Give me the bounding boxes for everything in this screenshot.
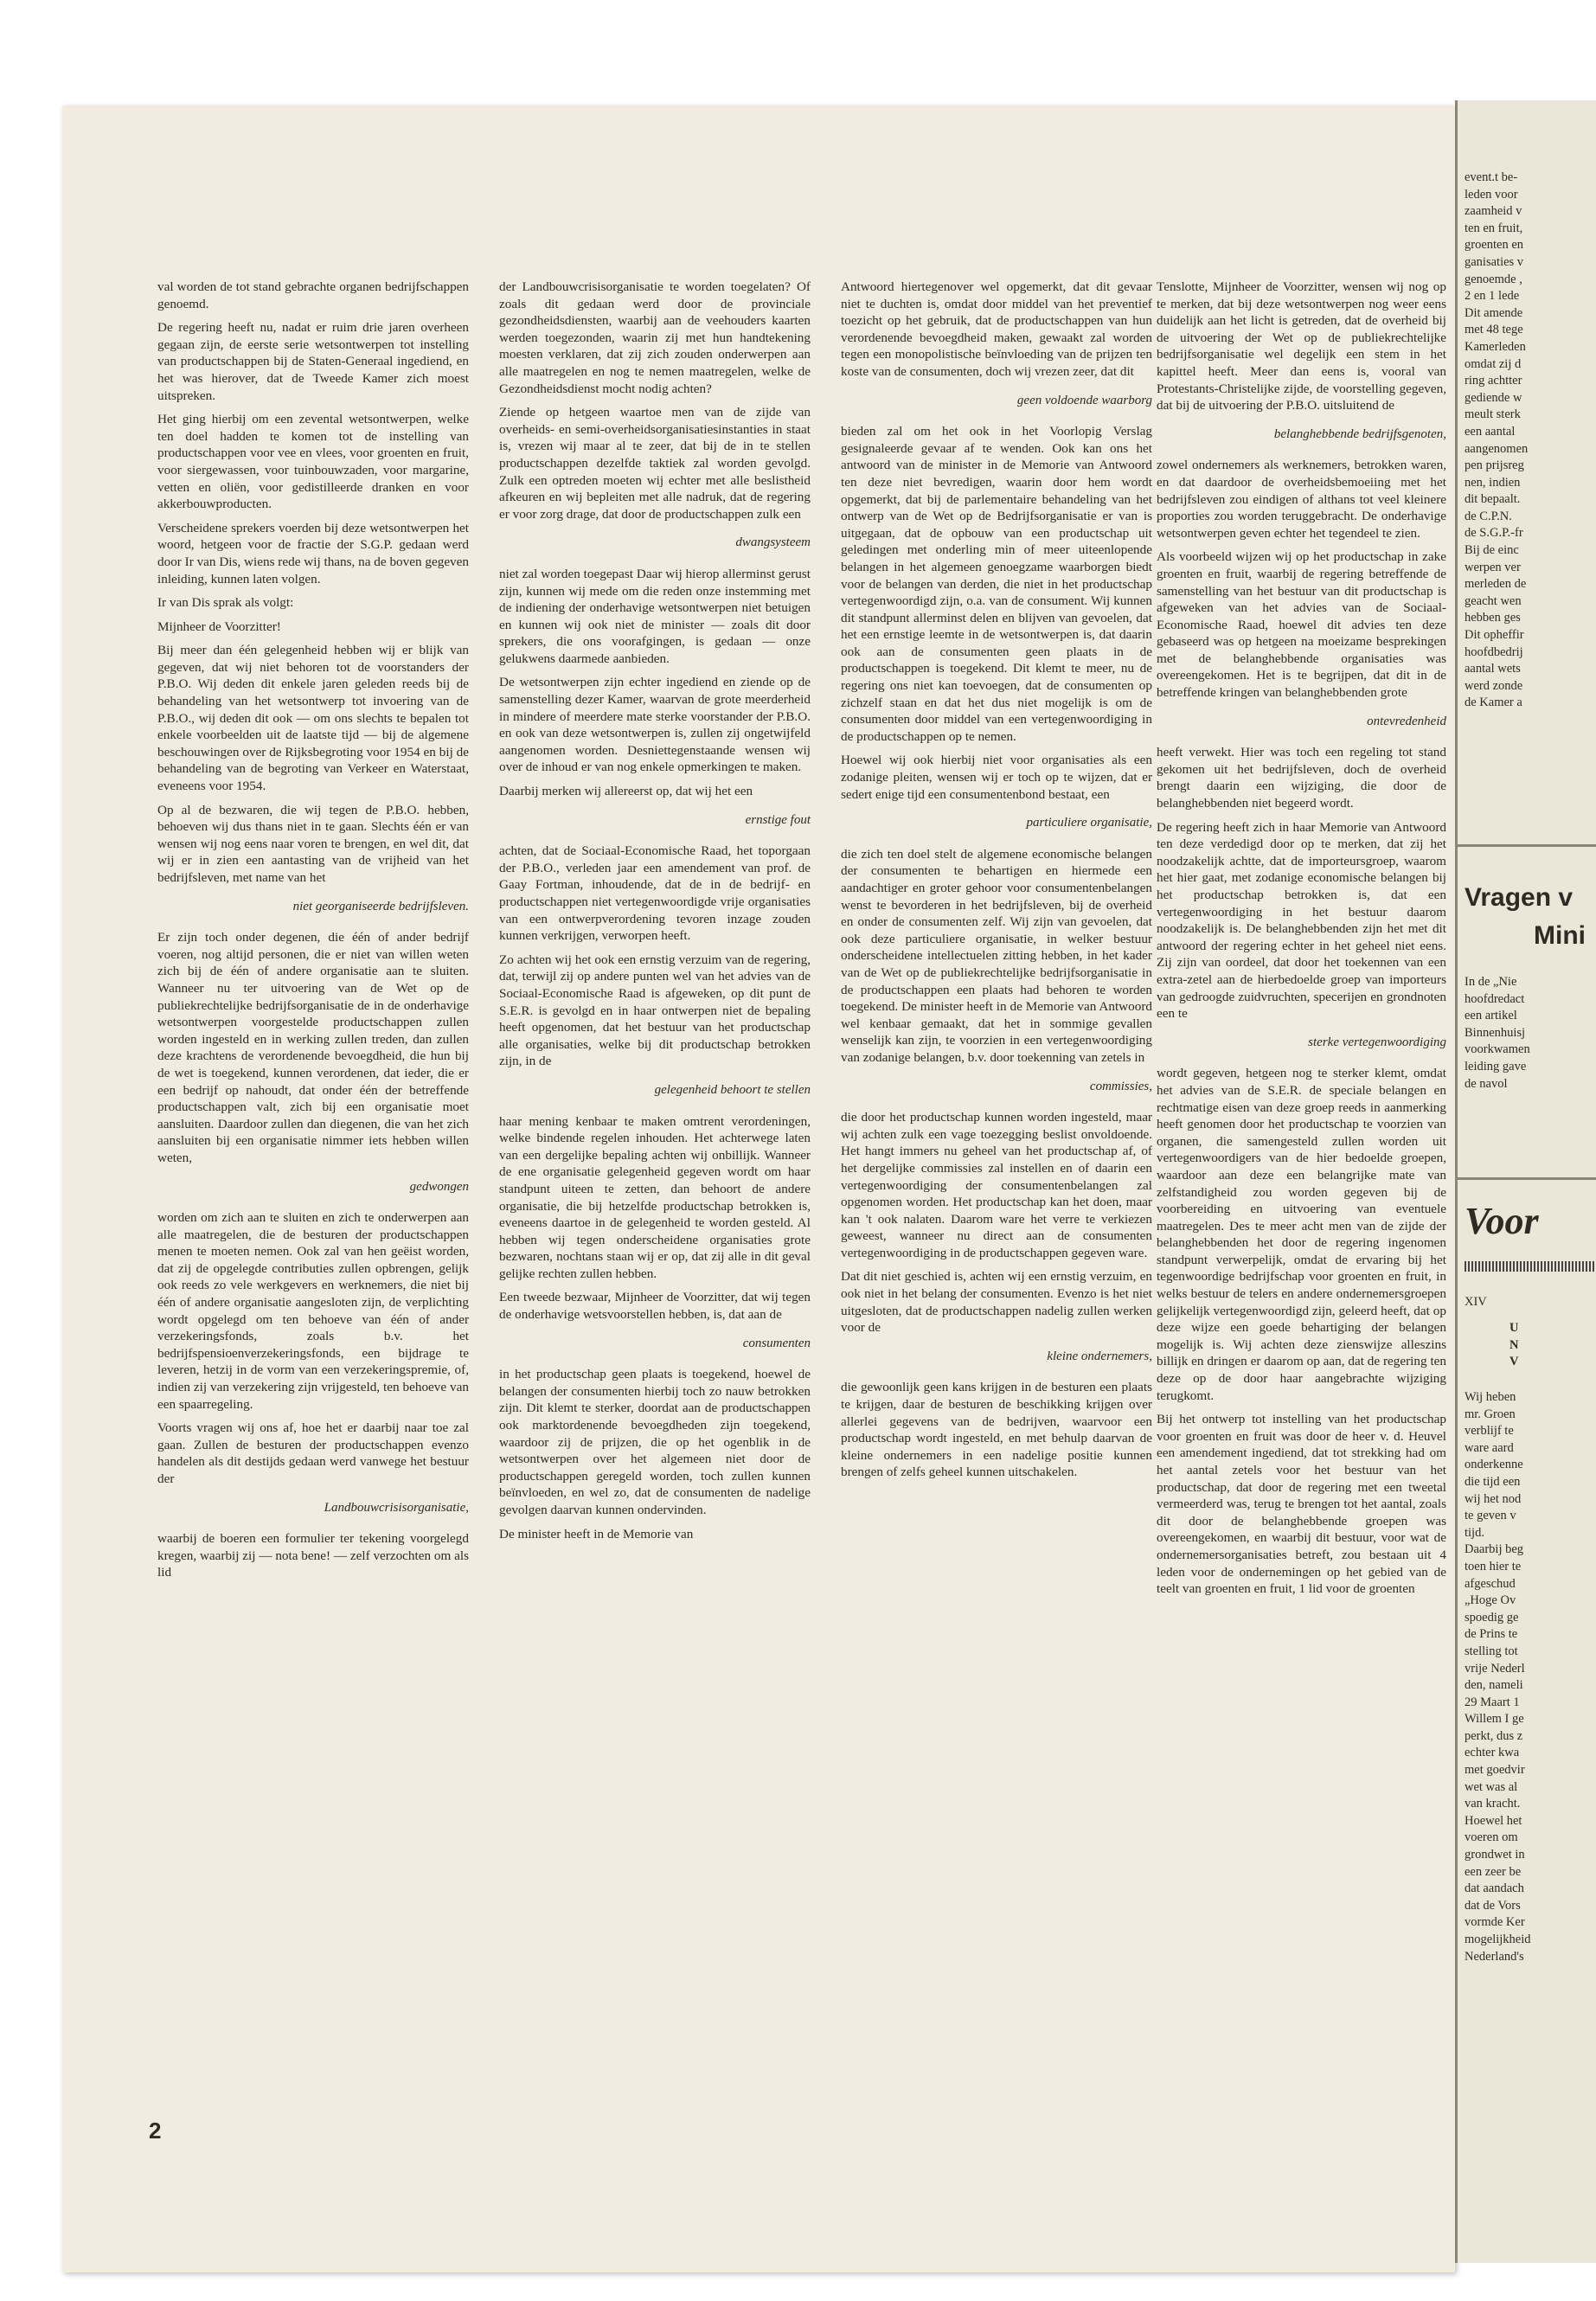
subheading: dwangsysteem <box>735 535 811 550</box>
paragraph: Zo achten wij het ook een ernstig verzuim van de regering, dat, terwijl zij op andere punten wel van het advies van de Sociaal-Economische Raad is afgeweken, op dit punt de S.E.R. is gevolgd en in haar ontwerpen niet de bepaling heeft opgenomen, dat het bestuur van het productschap alle organisaties, welke bij dit productschap betrokken zijn, in de <box>499 952 811 1069</box>
text-column-1 <box>157 279 469 1588</box>
text-line: de Kamer a <box>1465 695 1522 710</box>
paragraph: zowel ondernemers als werknemers, betrokken waren, en dat daardoor de overheidsbemoeiing met het bedrijfsleven zou eindigen of althans tot veel kleinere proporties zou worden teruggebracht. De onderhavige wetsontwerpen geven echter het tegendeel te zien. <box>1157 458 1446 541</box>
text-line: gediende w <box>1465 390 1522 405</box>
text-line: Kamerleden <box>1465 339 1526 354</box>
text-line: nen, indien <box>1465 475 1521 490</box>
text-line: die tijd een <box>1465 1474 1521 1489</box>
subheading: geen voldoende waarborg <box>1016 393 1152 407</box>
subheading: Landbouwcrisisorganisatie, <box>324 1500 469 1515</box>
headline-line-1: Vragen v <box>1465 883 1574 912</box>
text-line: genoemde , <box>1465 272 1522 286</box>
text-line: merleden de <box>1465 577 1527 592</box>
paragraph: Op al de bezwaren, die wij tegen de P.B.O. hebben, behoeven wij dus thans niet in te gaan. Slechts één er van wensen wij nog eens naar voren te brengen, en wel dit, dat wij er in zien een aantasting van de vrijheid van het bedrijfsleven, met name van het <box>157 802 469 885</box>
section-number: XIV <box>1465 1295 1487 1309</box>
headline-line-2: Mini <box>1534 921 1586 950</box>
text-line: N <box>1509 1337 1519 1352</box>
text-line: onderkenne <box>1465 1458 1523 1472</box>
text-line: ten en fruit, <box>1465 221 1523 235</box>
paragraph: Voorts vragen wij ons af, hoe het er daarbij naar toe zal gaan. Zullen de besturen der productschappen evenzo handelen als dit destijds gedaan werd vanwege het bestuur der <box>157 1420 469 1486</box>
paragraph: Antwoord hiertegenover wel opgemerkt, dat dit gevaar niet te duchten is, omdat door middel van het preventief toezicht op het gebruik, dat de productschappen van hun verordenende bevoegdheid maken, gewaakt zal worden tegen een monopolistische beïnvloeding van de prijzen ten koste van de consumenten, doch wij vrezen zeer, dat dit <box>841 279 1152 379</box>
text-line: Willem I ge <box>1465 1712 1524 1727</box>
right-page-headline <box>1465 879 1586 955</box>
text-line: omdat zij d <box>1465 356 1522 371</box>
paragraph: Een tweede bezwaar, Mijnheer de Voorzitter, dat wij tegen de onderhavige wetsvoorstellen hebben, is, dat aan de <box>499 1290 811 1323</box>
paragraph: achten, dat de Sociaal-Economische Raad, het toporgaan der P.B.O., verleden jaar een amendement van prof. de Gaay Fortman, inhoudende, dat de in de bedrijf- en productschappen niet vertegenwoordigde vrije organisaties van een ontwerpverordening tevoren inzage zouden kunnen verkrijgen, verworpen heeft. <box>499 843 811 944</box>
section-side-text <box>1509 1320 1596 1371</box>
text-line: de navol <box>1465 1076 1508 1091</box>
paragraph: Er zijn toch onder degenen, die één of ander bedrijf voeren, nog altijd personen, die er niet van willen weten zich bij de één of andere organisatie aan te sluiten. Wanneer nu ter uitvoering van de Wet op de publiekrechtelijke bedrijfsorganisatie de in de onderhavige wetsontwerpen voorgestelde productschappen zullen worden ingesteld en in werking zullen treden, dan zullen deze krachtens de verordenende bevoegdheid, die hun bij de wet is toegekend, kunnen verordenen, dat ieder, die er een bedrijf op nahoudt, dat onder één der betreffende productschappen valt, zich bij een organisatie moet aansluiten. Daardoor zullen dan diegenen, die van het zich aansluiten bij een organisatie nimmer iets hebben willen weten, <box>157 930 469 1165</box>
voor-heading: Voor <box>1465 1200 1539 1242</box>
paragraph: Verscheidene sprekers voerden bij deze wetsontwerpen het woord, hetgeen voor de fractie der S.G.P. gedaan werd door Ir van Dis, wiens rede wij thans, na de boven gegeven inleiding, kunnen laten volgen. <box>157 520 469 586</box>
text-line: dat de Vors <box>1465 1898 1521 1913</box>
text-line: meult sterk <box>1465 407 1521 422</box>
paragraph: Tenslotte, Mijnheer de Voorzitter, wensen wij nog op te merken, dat bij deze wetsontwerpen nog weer eens duidelijk aan het licht is getreden, dat de overheid bij de uitvoering der Wet op de publiekrechtelijke bedrijfsorganisatie wel degelijk een stem in het kapittel heeft. Meer dan eens is, vooral van Protestants-Christelijke zijde, de voorstelling gegeven, dat bij de uitvoering der P.B.O. uitsluitend de <box>1157 279 1446 413</box>
text-line: een artikel <box>1465 1009 1517 1023</box>
text-line: van kracht. <box>1465 1797 1521 1811</box>
text-line: met 48 tege <box>1465 323 1523 337</box>
decorative-bar <box>1465 1261 1594 1272</box>
text-line: 2 en 1 lede <box>1465 289 1520 304</box>
subheading: particuliere organisatie, <box>1026 816 1152 830</box>
text-column-4 <box>1157 279 1446 1605</box>
paragraph: die door het productschap kunnen worden ingesteld, maar wij achten zulk een vage toezegging beslist onvoldoende. Het hangt immers nu geheel van het productschap af, of het dergelijke commissies zal instellen en of daarin een vertegenwoordiging der consumentenbelangen zal opgenomen worden. Het productschap kan het doen, maar kan 't ook nalaten. Daarom ware het verre te verkiezen geweest, wanneer nu direct aan de consumenten vertegenwoordiging in de productschappen gegeven ware. <box>841 1110 1152 1260</box>
paragraph: waarbij de boeren een formulier ter tekening voorgelegd kregen, waarbij zij — nota bene! — zelf verzochten om als lid <box>157 1531 469 1580</box>
paragraph: haar mening kenbaar te maken omtrent verordeningen, welke bindende regelen inhouden. Het achterwege laten van een dergelijke bepaling achten wij onbillijk. Wanneer de ene organisatie gelegenheid gegeven wordt om haar standpunt uiteen te zetten, dan behoort de andere organisatie, die bij hetzelfde productschap betrokken is, eveneens daartoe in de gelegenheid te worden gesteld. Al hebben wij tegen onderscheidene organisaties grote bezwaren, nochtans staan wij er op, dat zij alle in dit geval gelijke rechten zullen hebben. <box>499 1113 811 1281</box>
text-line: event.t be- <box>1465 170 1518 184</box>
text-line: aangenomen <box>1465 441 1529 456</box>
text-line: aantal wets <box>1465 662 1521 676</box>
text-line: dit bepaalt. <box>1465 492 1521 507</box>
paragraph: die gewoonlijk geen kans krijgen in de besturen een plaats te krijgen, daar de besturen de beschikking krijgen over allerlei gegevens van de bedrijven, waarvoor een productschap wordt ingesteld, en met behulp daarvan de kleine ondernemers in een nadelige positie kunnen brengen of zelfs geheel kunnen uitschakelen. <box>841 1380 1152 1480</box>
paragraph: Daarbij merken wij allereerst op, dat wij het een <box>499 784 753 799</box>
subheading: niet georganiseerde bedrijfsleven. <box>292 899 469 913</box>
text-line: U <box>1509 1321 1519 1335</box>
subheading: gedwongen <box>409 1179 469 1194</box>
paragraph: Bij meer dan één gelegenheid hebben wij er blijk van gegeven, dat wij niet behoren tot de voorstanders der P.B.O. Wij deden dit enkele jaren geleden reeds bij de behandeling van het wetsontwerp tot invoering van de P.B.O., wij deden dit ook — om ons slechts te bepalen tot enkele voorbeelden uit de laatste tijd — bij de algemene beschouwingen over de Rijksbegroting voor 1954 en bij de behandeling van de begroting van Verkeer en Waterstaat, eveneens voor 1954. <box>157 643 469 794</box>
paragraph: heeft verwekt. Hier was toch een regeling tot stand gekomen uit het bedrijfsleven, doch de overheid brengt daarin een wijziging, die door de belanghebbenden niet begeerd wordt. <box>1157 745 1446 811</box>
page-number: 2 <box>149 2118 162 2144</box>
text-line: te geven v <box>1465 1509 1516 1523</box>
text-line: een aantal <box>1465 424 1516 439</box>
text-line: leiding gave <box>1465 1059 1527 1074</box>
text-line: de S.G.P.-fr <box>1465 526 1523 541</box>
text-line: zaamheid v <box>1465 204 1522 219</box>
paragraph: bieden zal om het ook in het Voorlopig Verslag gesignaleerde gevaar af te wenden. Ook kan ons het antwoord van de minister in de Memorie van Antwoord ten deze niet bevredigen, waarin door hem wordt opgemerkt, dat bij de parlementaire behandeling van het ontwerp van de Wet op de Bedrijfsorganisatie er van is uitgegaan, dat de opbouw van een productschap uit geledingen met onderling min of meer uiteenlopende belangen in het algemeen genoegzame waarborgen biedt voor de belangen van derden, die niet in het productschap vertegenwoordigd zijn, o.a. van de consument. Wij kunnen dit standpunt allerminst delen en blijven van gevoelen, dat het een ernstige leemte in de wetsontwerpen is, dat daarin ook aan de consumenten geen plaats in de productschappen is toegekend. Dit klemt te meer, nu de regering ons niet kan toevoegen, dat de consumenten op zichzelf staan en dat het dus niet mogelijk is om de consumenten door middel van een vertegenwoordiging in de productschappen op te nemen. <box>841 424 1152 744</box>
paragraph: wordt gegeven, hetgeen nog te sterker klemt, omdat het advies van de S.E.R. de speciale belangen en rechtmatige eisen van deze groep reeds in aanmerking heeft genomen door het productschap te voorzien van organen, die samengesteld zullen worden uit vertegenwoordigers van de hier bedoelde groepen, waardoor aan deze een belangrijke mate van zelfstandigheid zou worden gegeven bij de voorbereiding en uitvoering van eventuele maatregelen. Des te meer acht men van de zijde der belanghebbenden het door de regering ingenomen standpunt verwerpelijk, omdat de ervaring bij het tegenwoordige bedrijfschap voor groenten en fruit, in welks bestuur de telers en andere ondernemersgroepen gelijkelijk vertegenwoordigd zijn, geleerd heeft, dat op deze wijze een goede behartiging der belangen mogelijk is. Wij achten deze zienswijze alleszins billijk en dringen er daarom op aan, dat de regering ten deze op de door haar aangebrachte wijziging terugkomt. <box>1157 1066 1446 1403</box>
paragraph: Ir van Dis sprak als volgt: <box>157 595 294 611</box>
subheading: belanghebbende bedrijfsgenoten, <box>1273 426 1446 441</box>
text-line: afgeschud <box>1465 1576 1516 1591</box>
subheading: ernstige fout <box>745 812 811 827</box>
text-line: Hoewel het <box>1465 1813 1522 1828</box>
text-column-2 <box>499 279 811 1549</box>
right-page-fragment <box>1455 100 1596 2263</box>
text-line: werd zonde <box>1465 678 1523 693</box>
text-column-3 <box>841 279 1152 1488</box>
text-line: Binnenhuisj <box>1465 1025 1526 1040</box>
text-line: stelling tot <box>1465 1644 1518 1658</box>
subheading: consumenten <box>742 1336 811 1350</box>
text-line: met goedvir <box>1465 1763 1525 1778</box>
text-line: perkt, dus z <box>1465 1728 1523 1743</box>
paragraph: Hoewel wij ook hierbij niet voor organisaties als een zodanige pleiten, wensen wij er toch op te wijzen, dat er sedert enige tijd een consumentenbond bestaat, een <box>841 753 1152 802</box>
text-line: wij het nod <box>1465 1491 1522 1506</box>
text-line: vrije Nederl <box>1465 1661 1525 1676</box>
text-line: Dit opheffir <box>1465 628 1524 643</box>
paragraph: val worden de tot stand gebrachte organen bedrijfschappen genoemd. <box>157 279 469 311</box>
text-line: In de „Nie <box>1465 975 1517 989</box>
text-line: echter kwa <box>1465 1746 1520 1760</box>
paragraph: worden om zich aan te sluiten en zich te onderwerpen aan alle maatregelen, die de besturen der productschappen menen te moeten nemen. Ook zal van hen geëist worden, dat zij de opgelegde contributies zullen opbrengen, gelijk ook reeds zo vele werkgevers en werknemers, die niet bij één of andere organisatie aangesloten zijn, de verplichting wordt opgelegd om ten behoeve van één of ander verzekeringsfonds, zoals b.v. het bedrijfspensioenverzekeringsfonds, een bijdrage te leveren, hetzij in de vorm van een verzekeringspremie, of, indien zij van verzekering zijn vrijgesteld, ten behoeve van een spaarregeling. <box>157 1210 469 1412</box>
text-line: wet was al <box>1465 1779 1518 1794</box>
text-line: een zeer be <box>1465 1864 1522 1879</box>
text-line: mogelijkheid <box>1465 1932 1531 1946</box>
text-line: verblijf te <box>1465 1424 1514 1439</box>
paragraph: De wetsontwerpen zijn echter ingediend en ziende op de samenstelling dezer Kamer, waarvan de grote meerderheid in mindere of meerdere mate sterke voorstander der P.B.O. en ook van deze wetsontwerpen is, zullen zij ongetwijfeld aangenomen worden. Desniettegenstaande wensen wij over de inhoud er van nog enkele opmerkingen te maken. <box>499 675 811 775</box>
right-page-top-text <box>1465 170 1594 712</box>
paragraph: Dat dit niet geschied is, achten wij een ernstig verzuim, en ook niet in het belang der consumenten. Evenzo is het niet uitgesloten, dat de productschappen nadelig zullen werken voor de <box>841 1269 1152 1336</box>
paragraph: Als voorbeeld wijzen wij op het productschap in zake groenten en fruit, waarbij de regering betreffende de samenstelling van het bestuur van dit productschap is afgeweken van het advies van de Sociaal-Economische Raad, hoewel dit advies ten deze gebaseerd was op hetgeen na moeizame besprekingen met de belanghebbende organisaties was overeengekomen. Het is te begrijpen, dat dit in de betreffende kringen van belanghebbenden grote <box>1157 549 1446 701</box>
text-line: voorkwamen <box>1465 1042 1530 1057</box>
paragraph: Bij het ontwerp tot instelling van het productschap voor groenten en fruit was door de heer v. d. Heuvel een amendement ingediend, dat tot strekking had om het aantal zetels voor het bestuur van het productschap, dat door de regering met een tweetal vermeerderd was, terug te brengen tot het aantal, zoals dit door de belanghebbende groepen was overeengekomen, en waarbij dit bestuur, voor wat de ondernemersorganisaties betreft, zou bestaan uit 4 leden voor de ondernemingen op het gebied van de teelt van groenten en fruit, 1 lid voor de groenten <box>1157 1412 1446 1597</box>
text-line: de Prins te <box>1465 1627 1518 1642</box>
text-line: de C.P.N. <box>1465 509 1512 523</box>
paragraph: De regering heeft zich in haar Memorie van Antwoord ten deze verdedigd door op te merken, dat zij het noodzakelijk achtte, dat de importeursgroep, waarom het hier gaat, met zodanige economische belangen bij het productschap betrokken is, dat een vertegenwoordiging in het bestuur daarom noodzakelijk is. De belanghebbenden zijn het met dit antwoord der regering echter in het geheel niet eens. Zij zijn van oordeel, dat door het toekennen van een extra-zetel aan de hierbedoelde groep van importeurs van gedroogde zuidvruchten, specerijen en grondnoten een te <box>1157 819 1446 1022</box>
text-line: ring achtter <box>1465 374 1522 388</box>
subheading: sterke vertegenwoordiging <box>1308 1035 1446 1049</box>
text-line: dat aandach <box>1465 1881 1524 1896</box>
paragraph: Het ging hierbij om een zevental wetsontwerpen, welke ten doel hadden te komen tot de instelling van productschappen voor vee en vlees, voor groenten en fruit, voor siergewassen, voor tuinbouwzaden, voor margarine, vetten en oliën, voor gedistilleerde dranken en voor akkerbouwproducten. <box>157 412 469 512</box>
right-page-intro-text <box>1465 974 1594 1093</box>
paragraph: De regering heeft nu, nadat er ruim drie jaren overheen gegaan zijn, de eerste serie wetsontwerpen tot instelling van productschappen bij de Staten-Generaal ingediend, en het was hierover, dat de Tweede Kamer zich moest uitspreken. <box>157 320 469 403</box>
text-line: leden voor <box>1465 187 1518 202</box>
paragraph: Mijnheer de Voorzitter! <box>157 619 281 634</box>
text-line: mr. Groen <box>1465 1407 1516 1421</box>
text-line: hoofdredact <box>1465 991 1525 1006</box>
text-line: V <box>1509 1355 1519 1369</box>
subheading: gelegenheid behoort te stellen <box>654 1082 811 1097</box>
subheading: ontevredenheid <box>1367 714 1446 728</box>
text-line: Nederland's <box>1465 1949 1524 1964</box>
text-line: groenten en <box>1465 238 1524 253</box>
text-line: Daarbij beg <box>1465 1542 1524 1557</box>
left-page <box>62 106 1455 2272</box>
text-line: Wij heben <box>1465 1390 1516 1404</box>
text-line: grondwet in <box>1465 1848 1525 1862</box>
text-line: hebben ges <box>1465 611 1521 625</box>
text-line: ganisaties v <box>1465 254 1524 269</box>
text-line: den, nameli <box>1465 1678 1523 1693</box>
text-line: ware aard <box>1465 1440 1514 1455</box>
text-line: „Hoge Ov <box>1465 1593 1516 1608</box>
subheading: kleine ondernemers, <box>1047 1349 1152 1363</box>
text-line: pen prijsreg <box>1465 458 1524 473</box>
text-line: geacht wen <box>1465 593 1522 608</box>
text-line: 29 Maart 1 <box>1465 1695 1520 1709</box>
paragraph: De minister heeft in de Memorie van <box>499 1526 694 1541</box>
paragraph: in het productschap geen plaats is toegekend, hoewel de belangen der consumenten hierbij toch zo nauw betrokken zijn. Dit klemt te sterker, doordat aan de productschappen ook marktordenende bevoegdheden zijn toegekend, waardoor zij de prijzen, die op het ogenblik in de wetsontwerpen over het algemeen niet door de productschappen geregeld worden, toch zullen kunnen beïnvloeden, en wel zo, dat de consumenten de nadelige gevolgen daarvan kunnen ondervinden. <box>499 1367 811 1517</box>
paragraph: Ziende op hetgeen waartoe men van de zijde van overheids- en semi-overheidsorganisatiesinstanties in staat is, vrezen wij maar al te zeer, dat bij de in te stellen productschappen dezelfde taktiek zal worden gevolgd. Zulk een optreden moeten wij echter met alle beslistheid afkeuren en wij bepleiten met alle nadruk, dat de regering er voor zorg drage, dat door de productschappen zulk een <box>499 405 811 522</box>
text-line: voeren om <box>1465 1830 1518 1845</box>
text-line: Bij de einc <box>1465 543 1519 558</box>
text-line: tijd. <box>1465 1525 1484 1540</box>
text-line: Dit amende <box>1465 305 1523 320</box>
divider <box>1458 1177 1596 1180</box>
text-line: spoedig ge <box>1465 1610 1519 1625</box>
paragraph: die zich ten doel stelt de algemene economische belangen der consumenten te behartigen en hiermede een aandachtiger en groter gehoor voor consumentenbelangen wenst te bevorderen in het bedrijfsleven, bij de overheid en onder de consumenten zelf. Wij zijn van gevoelen, dat ook deze particuliere organisatie, in welker bestuur onderscheidene intellectuelen zitting hebben, in het kader van de Wet op de publiekrechtelijke bedrijfsorganisatie in de productschappen een plaats had behoren te worden toegekend. De minister heeft in de Memorie van Antwoord wel kenbaar gemaakt, dat het in sommige gevallen wenselijk kan zijn, te voorzien in een vertegenwoordiging van zodanige belangen, b.v. door toekenning van zetels in <box>841 846 1152 1065</box>
paragraph: der Landbouwcrisisorganisatie te worden toegelaten? Of zoals dit gedaan werd door de provinciale gezondheidsdiensten, waarbij aan de veehouders kaarten werden toegezonden, waarin zij met hun handtekening moesten verklaren, dat zij zich zouden onderwerpen aan alle maatregelen en nog te nemen maatregelen, welke de Gezondheidsdienst mocht nodig achten? <box>499 279 811 396</box>
text-line: hoofdbedrij <box>1465 644 1523 659</box>
subheading: commissies, <box>1089 1079 1152 1093</box>
paragraph: niet zal worden toegepast Daar wij hierop allerminst gerust zijn, kunnen wij mede om die reden onze instemming met de indiening der onderhavige wetsontwerpen niet betuigen en kunnen wij ook niet de minister — zoals dit door sprekers, die ons voorafgingen, is gedaan — onze gelukwens daarmede aanbieden. <box>499 566 811 666</box>
divider <box>1458 844 1596 847</box>
text-line: werpen ver <box>1465 560 1521 574</box>
text-line: toen hier te <box>1465 1559 1522 1574</box>
text-line: vormde Ker <box>1465 1915 1525 1930</box>
right-page-body-text <box>1465 1389 1594 1965</box>
